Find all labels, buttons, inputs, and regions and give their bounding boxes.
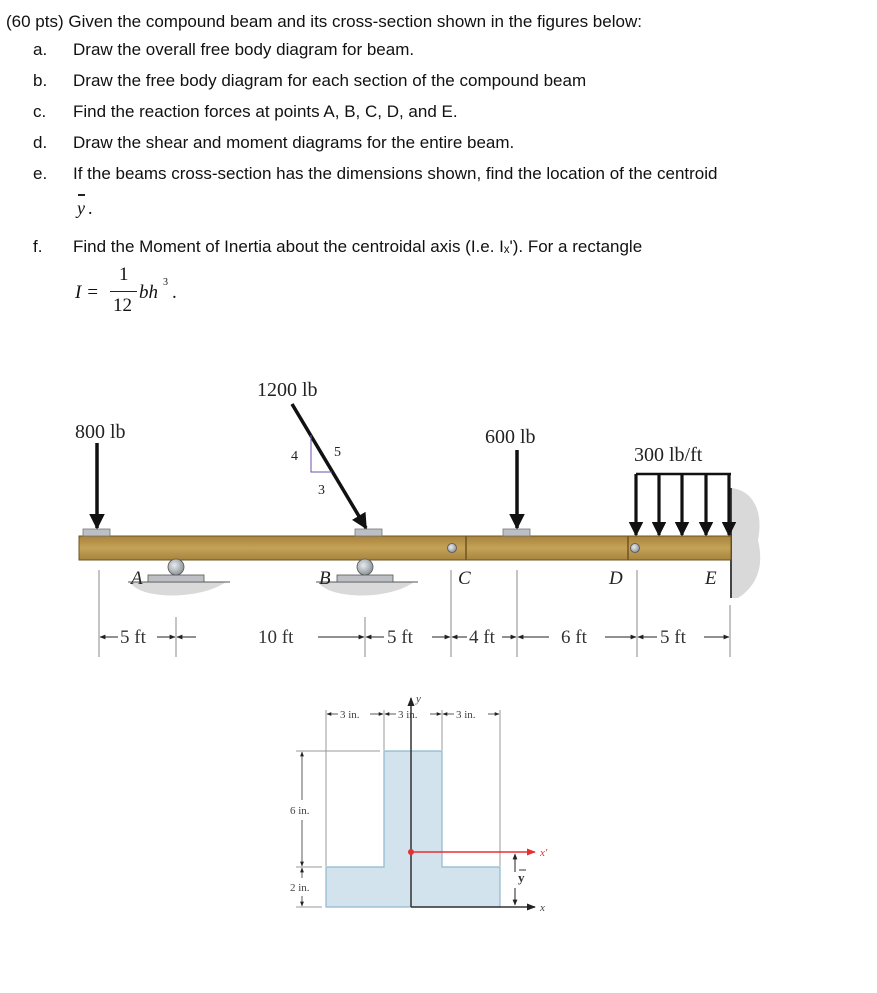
load-plate-600 — [503, 529, 530, 536]
point-label-a: A — [131, 568, 143, 589]
dim-de: 5 ft — [660, 627, 686, 648]
side-dim-6: 6 in. — [290, 805, 310, 817]
item-f-label: f. — [33, 237, 43, 256]
item-e-label: e. — [33, 164, 48, 183]
load-1200-arrow — [292, 404, 366, 528]
load-plate-800 — [83, 529, 110, 536]
distributed-load-label: 300 lb/ft — [634, 444, 703, 466]
item-a-text: Draw the overall free body diagram for beam. — [73, 40, 415, 59]
load-800-label: 800 lb — [75, 421, 126, 443]
slope-4: 4 — [291, 449, 298, 464]
fixed-wall-e — [731, 488, 760, 598]
slope-5: 5 — [334, 445, 341, 460]
item-b-text: Draw the free body diagram for each section of the compound beam — [73, 71, 587, 90]
load-600-label: 600 lb — [485, 426, 536, 448]
dim-bc: 5 ft — [387, 627, 413, 648]
item-e-text: If the beams cross-section has the dimensions shown, find the location of the centroid — [73, 164, 718, 183]
item-b-label: b. — [33, 71, 48, 90]
inertia-formula: I = 1 12 bh 3 . — [75, 264, 177, 316]
top-dim-2: 3 in. — [398, 709, 418, 721]
centroid-point — [408, 849, 414, 855]
point-label-c: C — [458, 568, 471, 589]
load-1200-label: 1200 lb — [257, 379, 318, 401]
item-c-text: Find the reaction forces at points A, B, C, D, and E. — [73, 102, 458, 121]
centroidal-axis-label: x' — [540, 847, 548, 859]
ybar-label: y — [518, 870, 525, 885]
item-d-label: d. — [33, 133, 48, 152]
top-dim-1: 3 in. — [340, 709, 360, 721]
slope-3: 3 — [318, 483, 325, 498]
dim-ab-1: 5 ft — [120, 627, 146, 648]
roller-support-b — [316, 559, 418, 596]
side-dim-2: 2 in. — [290, 882, 310, 894]
top-dim-3: 3 in. — [456, 709, 476, 721]
y-axis-label: y — [416, 693, 421, 705]
dim-load-d: 6 ft — [561, 627, 587, 648]
dim-ab-2: 10 ft — [258, 627, 294, 648]
point-label-e: E — [705, 568, 717, 589]
cross-section-figure — [288, 693, 548, 914]
hinge-c-pin — [448, 544, 457, 553]
item-c-label: c. — [33, 102, 47, 121]
point-label-b: B — [319, 568, 331, 589]
point-label-d: D — [609, 568, 623, 589]
hinge-d-pin — [631, 544, 640, 553]
dim-c-load: 4 ft — [469, 627, 495, 648]
x-axis-label: x — [540, 902, 545, 914]
item-d-text: Draw the shear and moment diagrams for the entire beam. — [73, 133, 515, 152]
problem-intro: (60 pts) Given the compound beam and its cross-section shown in the figures below: — [6, 12, 642, 31]
item-f-text: Find the Moment of Inertia about the centroidal axis (I.e. Iₓ'). For a rectangle — [73, 237, 643, 256]
distributed-load-arrows — [636, 474, 731, 535]
load-plate-1200 — [355, 529, 382, 536]
t-section-shape — [326, 751, 500, 907]
roller-support-a — [128, 559, 230, 596]
item-a-label: a. — [33, 40, 48, 59]
